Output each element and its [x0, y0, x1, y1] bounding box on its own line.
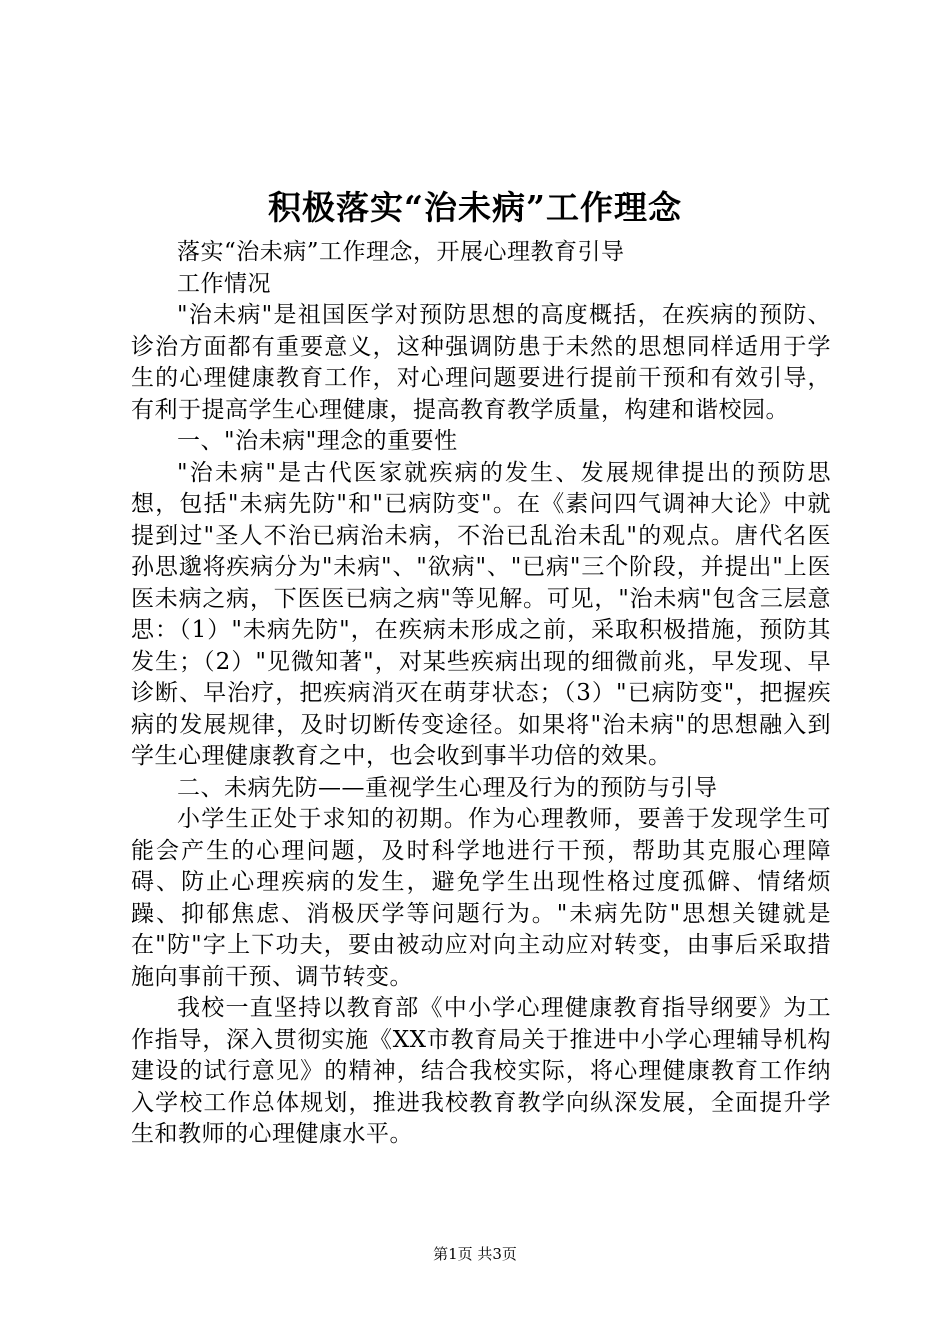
paragraph: 我校一直坚持以教育部《中小学心理健康教育指导纲要》为工作指导，深入贯彻实施《XX市教育局关于推进中小学心理辅导机构建设的试行意见》的精神，结合我校实际，将心理健康教育工作纳入学校工作总体规划，推进我校教育教学向纵深发展，全面提升学生和教师的心理健康水平。 [131, 995, 831, 1147]
section-heading: 一、"治未病"理念的重要性 [177, 428, 458, 454]
paragraph: 小学生正处于求知的初期。作为心理教师，要善于发现学生可能会产生的心理问题，及时科学地进行干预，帮助其克服心理障碍、防止心理疾病的发生，避免学生出现性格过度孤僻、情绪烦躁、抑郁焦虑、消极厌学等问题行为。"未病先防"思想关键就是在"防"字上下功夫，要由被动应对向主动应对转变，由事后采取措施向事前干预、调节转变。 [131, 806, 831, 990]
document-title: 积极落实“治未病”工作理念 [268, 188, 682, 227]
paragraph: "治未病"是祖国医学对预防思想的高度概括，在疾病的预防、诊治方面都有重要意义，这种强调防患于未然的思想同样适用于学生的心理健康教育工作，对心理问题要进行提前干预和有效引导，有利于提高学生心理健康，提高教育教学质量，构建和谐校园。 [131, 302, 831, 423]
paragraph: "治未病"是古代医家就疾病的发生、发展规律提出的预防思想，包括"未病先防"和"已病防变"。在《素问四气调神大论》中就提到过"圣人不治已病治未病，不治已乱治未乱"的观点。唐代名医孙思邈将疾病分为"未病"、"欲病"、"已病"三个阶段，并提出"上医医未病之病，下医医已病之病"等见解。可见，"治未病"包含三层意思：（1）"未病先防"，在疾病未形成之前，采取积极措施，预防其发生；（2）"见微知著"，对某些疾病出现的细微前兆，早发现、早诊断、早治疗，把疾病消灭在萌芽状态；（3）"已病防变"，把握疾病的发展规律，及时切断传变途径。如果将"治未病"的思想融入到学生心理健康教育之中，也会收到事半功倍的效果。 [131, 459, 831, 769]
document-body [131, 237, 831, 1151]
section-heading: 二、未病先防——重视学生心理及行为的预防与引导 [177, 774, 718, 801]
paragraph: 工作情况 [177, 270, 271, 297]
page-footer: 第1页 共3页 [433, 1245, 517, 1263]
paragraph: 落实“治未病”工作理念，开展心理教育引导 [177, 239, 625, 265]
